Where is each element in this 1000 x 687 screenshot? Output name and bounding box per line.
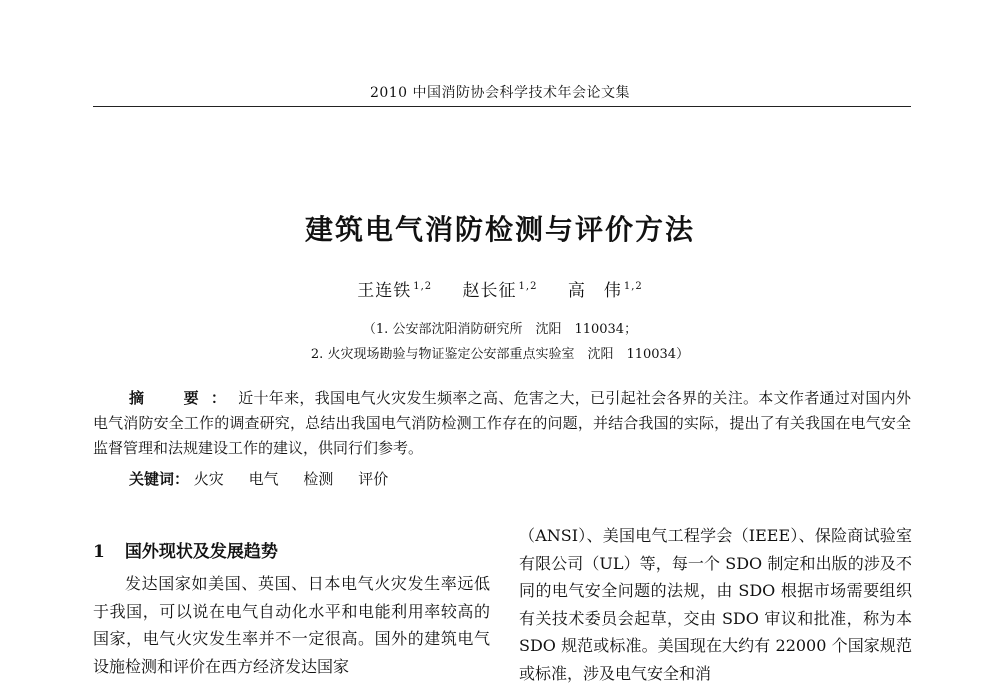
author-list bbox=[0, 276, 1000, 301]
author-name: 赵长征 bbox=[462, 281, 517, 301]
abstract-label: 摘 要： bbox=[129, 389, 239, 407]
header-rule bbox=[93, 106, 911, 107]
abstract-text: 近十年来，我国电气火灾发生频率之高、危害之大，已引起社会各界的关注。本文作者通过对国内外电气消防安全工作的调查研究，总结出我国电气消防检测工作存在的问题，并结合我国的实际，提出了有关我国在电气安全监督管理和法规建设工作的建议，供同行们参考。 bbox=[93, 389, 911, 457]
keywords-label: 关键词： bbox=[129, 470, 190, 488]
author bbox=[357, 276, 432, 301]
affiliation-1: （1. 公安部沈阳消防研究所 沈阳 110034； bbox=[362, 322, 638, 337]
author-name: 高 伟 bbox=[567, 281, 622, 301]
author bbox=[568, 276, 643, 301]
author-affil-sup: 1,2 bbox=[413, 281, 433, 293]
keyword: 火灾 bbox=[193, 470, 224, 488]
section-title: 国外现状及发展趋势 bbox=[124, 542, 278, 562]
author-affil-sup: 1,2 bbox=[623, 281, 643, 293]
right-column-text: （ANSI）、美国电气工程学会（IEEE）、保险商试验室有限公司（UL）等，每一个 SDO 制定和出版的涉及不同的电气安全问题的法规，由 SDO 根据市场需要组织有关技术委员会起草，交由 SDO 审议和批准，称为本 SDO 规范或标准。美国现在大约有 22000 个国家规范或标准，涉及电气安全和消 bbox=[519, 526, 912, 683]
keywords bbox=[129, 468, 408, 489]
section-number: 1 bbox=[93, 542, 105, 562]
keyword: 评价 bbox=[358, 470, 389, 488]
running-head: 2010 中国消防协会科学技术年会论文集 bbox=[369, 85, 631, 101]
left-column-text: 发达国家如美国、英国、日本电气火灾发生率远低于我国，可以说在电气自动化水平和电能利用率较高的国家，电气火灾发生率并不一定很高。国外的建筑电气设施检测和评价在西方经济发达国家 bbox=[93, 574, 490, 676]
affiliation-2: 2. 火灾现场勘验与物证鉴定公安部重点实验室 沈阳 110034） bbox=[310, 347, 690, 362]
author-name: 王连铁 bbox=[357, 281, 412, 301]
keyword: 检测 bbox=[303, 470, 334, 488]
section-heading bbox=[93, 537, 278, 562]
author bbox=[463, 276, 538, 301]
author-affil-sup: 1,2 bbox=[518, 281, 538, 293]
keyword: 电气 bbox=[248, 470, 279, 488]
abstract bbox=[93, 386, 911, 461]
paper-title: 建筑电气消防检测与评价方法 bbox=[304, 213, 695, 246]
